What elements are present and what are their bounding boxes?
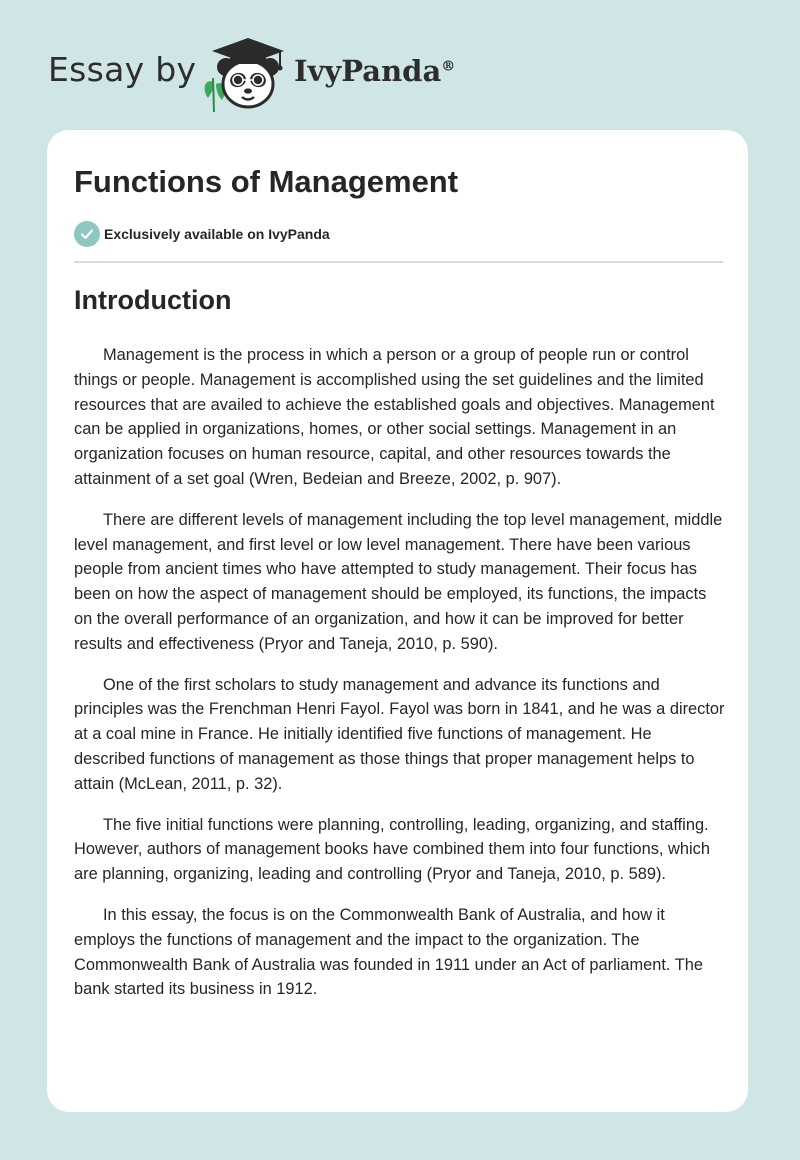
panda-logo-icon[interactable] xyxy=(200,34,290,114)
paragraph: One of the first scholars to study management and advance its functions and principles was the Frenchman Henri Fayol. Fayol was born in 1841, and he was a director at a coal mine in France. He initially identified five functions of management. He described functions of management as those things that proper management helps to attain (McLean, 2011, p. 32). xyxy=(74,675,725,793)
section-heading: Introduction xyxy=(74,285,232,315)
page-title: Functions of Management xyxy=(74,164,459,199)
paragraph: The five initial functions were planning, controlling, leading, organizing, and staffing. However, authors of management books have combined them into four functions, which are planning, organizing, leading and controlling (Pryor and Taneja, 2010, p. 589). xyxy=(74,815,710,884)
badge-label: Exclusively available on IvyPanda xyxy=(104,226,330,242)
paragraph: There are different levels of management including the top level management, middle level management, and first level or low level management. There have been various people from ancient times who have attempted to study management. Their focus has been on how the aspect of management should be employed, its functions, the impacts on the overall performance of an organization, and how it can be improved for better results and effectiveness (Pryor and Taneja, 2010, p. 590). xyxy=(74,510,723,653)
paragraph: In this essay, the focus is on the Commonwealth Bank of Australia, and how it employs the functions of management and the impact to the organization. The Commonwealth Bank of Australia was founded in 1911 under an Act of parliament. The bank started its business in 1912. xyxy=(74,905,703,999)
exclusive-badge xyxy=(74,221,330,247)
site-header xyxy=(48,30,508,110)
essay-by-label: Essay by xyxy=(48,50,197,89)
check-circle-icon xyxy=(74,221,100,247)
essay-card xyxy=(47,130,748,1112)
paragraph: Management is the process in which a person or a group of people run or control things or people. Management is accomplished using the set guidelines and the limited resources that are availed to achieve the established goals and objectives. Management can be applied in organizations, homes, or other social settings. Management in an organization focuses on human resource, capital, and other resources towards the attainment of a set goal (Wren, Bedeian and Breeze, 2002, p. 907). xyxy=(74,346,715,488)
registered-mark: ® xyxy=(441,58,456,75)
essay-body xyxy=(74,343,726,1018)
brand-name[interactable]: IvyPanda® xyxy=(294,54,456,88)
title-divider xyxy=(74,261,723,263)
